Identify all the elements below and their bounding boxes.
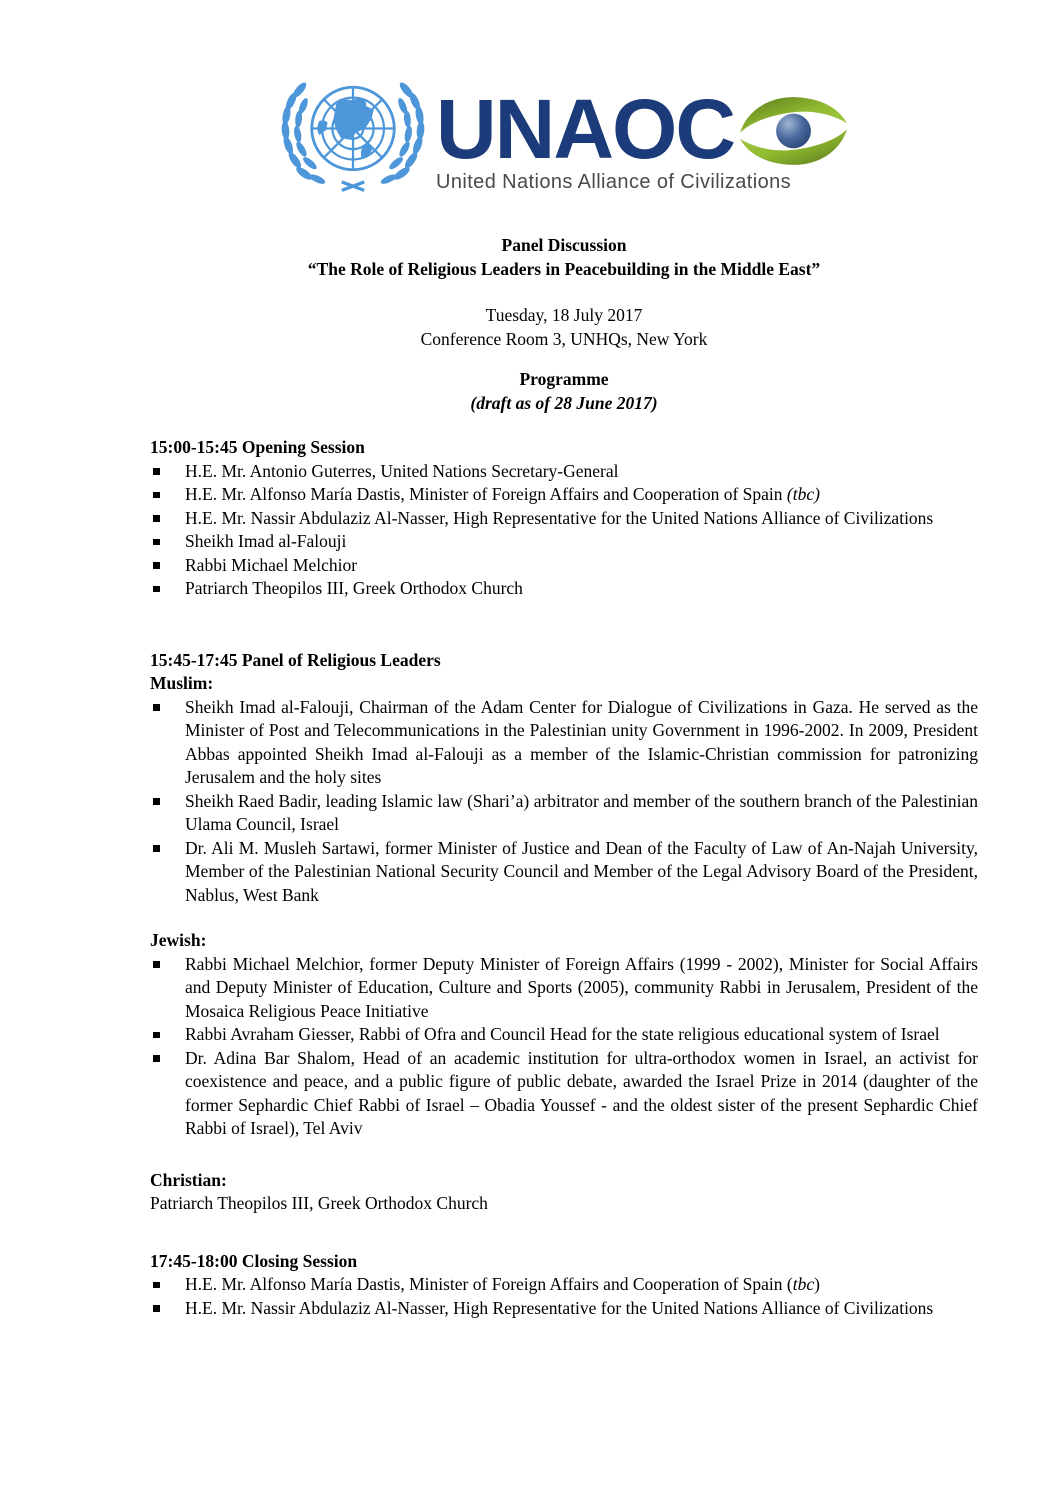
opening-session <box>150 436 978 601</box>
title-block <box>150 234 978 415</box>
square-bullet-icon <box>153 961 160 968</box>
list-item-text: H.E. Mr. Antonio Guterres, United Nations Secretary-General <box>185 460 619 481</box>
square-bullet-icon <box>153 492 160 499</box>
draft-note: (draft as of 28 June 2017) <box>470 392 658 413</box>
unaoc-swirl-icon <box>738 94 850 168</box>
square-bullet-icon <box>153 586 160 593</box>
muslim-speakers-list <box>150 696 978 908</box>
closing-session-heading: 17:45-18:00 Closing Session <box>150 1250 358 1271</box>
list-item-text: Dr. Ali M. Musleh Sartawi, former Minister of Justice and Dean of the Faculty of Law of An-Najah University, Member of the Palestinian National Security Council and Member of the Legal Advisory Board of the President, Nablus, West Bank <box>185 837 978 905</box>
doc-subtitle: “The Role of Religious Leaders in Peacebuilding in the Middle East” <box>307 258 821 279</box>
square-bullet-icon <box>153 468 160 475</box>
list-item-text: Sheikh Imad al-Falouji, Chairman of the Adam Center for Dialogue of Civilizations in Gaza. He served as the Minister of Post and Telecommunications in the Palestinian unity Government in 1996-2002. In 2009, President Abbas appointed Sheikh Imad al-Falouji as a member of the Islamic-Christian commission for patronizing Jerusalem and the holy sites <box>185 696 978 787</box>
list-item <box>150 1273 978 1297</box>
event-venue: Conference Room 3, UNHQs, New York <box>420 328 708 349</box>
list-item <box>150 696 978 790</box>
logo-acronym: UNAOC <box>436 82 734 177</box>
square-bullet-icon <box>153 1055 160 1062</box>
list-item <box>150 577 978 601</box>
closing-session <box>150 1250 978 1321</box>
list-item <box>150 483 978 507</box>
list-item-text: Sheikh Raed Badir, leading Islamic law (Shari’a) arbitrator and member of the southern branch of the Palestinian Ulama Council, Israel <box>185 790 978 834</box>
un-emblem-icon <box>278 72 428 200</box>
group-label-jewish: Jewish: <box>150 930 207 950</box>
square-bullet-icon <box>153 1305 160 1312</box>
christian-speaker-line: Patriarch Theopilos III, Greek Orthodox Church <box>150 1193 488 1213</box>
list-item-text: H.E. Mr. Nassir Abdulaziz Al-Nasser, High Representative for the United Nations Alliance of Civilizations <box>185 1297 934 1318</box>
square-bullet-icon <box>153 515 160 522</box>
square-bullet-icon <box>153 798 160 805</box>
opening-session-heading: 15:00-15:45 Opening Session <box>150 437 365 457</box>
list-item-text: H.E. Mr. Alfonso María Dastis, Minister of Foreign Affairs and Cooperation of Spain (tbc) <box>185 484 820 504</box>
opening-session-list <box>150 460 978 601</box>
list-item <box>150 460 978 484</box>
list-item <box>150 790 978 837</box>
list-item-text: Dr. Adina Bar Shalom, Head of an academic institution for ultra-orthodox women in Israel, an activist for coexistence and peace, and a public figure of public debate, awarded the Israel Prize in 2014 (daughter of the former Sephardic Chief Rabbi of Israel – Obadia Youssef - and the oldest sister of the present Sephardic Chief Rabbi of Israel), Tel Aviv <box>185 1047 978 1138</box>
list-item <box>150 1047 978 1141</box>
square-bullet-icon <box>153 562 160 569</box>
doc-title: Panel Discussion <box>501 235 627 255</box>
unaoc-logo <box>150 72 978 200</box>
event-date: Tuesday, 18 July 2017 <box>485 305 643 325</box>
logo-tagline: United Nations Alliance of Civilizations <box>436 171 792 193</box>
square-bullet-icon <box>153 539 160 546</box>
list-item-text: Rabbi Avraham Giesser, Rabbi of Ofra and Council Head for the state religious educational system of Israel <box>185 1024 940 1044</box>
list-item-text: Patriarch Theopilos III, Greek Orthodox Church <box>185 578 523 598</box>
square-bullet-icon <box>153 845 160 852</box>
group-label-muslim: Muslim: <box>150 673 214 693</box>
list-item <box>150 953 978 1024</box>
list-item-text: H.E. Mr. Alfonso María Dastis, Minister of Foreign Affairs and Cooperation of Spain (tbc) <box>185 1274 820 1294</box>
list-item <box>150 837 978 908</box>
list-item <box>150 1023 978 1047</box>
square-bullet-icon <box>153 704 160 711</box>
closing-session-list <box>150 1273 978 1320</box>
list-item-text: Rabbi Michael Melchior <box>185 554 358 575</box>
square-bullet-icon <box>153 1032 160 1039</box>
list-item-text: Sheikh Imad al-Falouji <box>185 531 347 551</box>
list-item <box>150 554 978 578</box>
logo-acronym-row <box>436 82 850 177</box>
programme-label: Programme <box>519 369 609 389</box>
logo-text-block <box>436 82 850 194</box>
list-item <box>150 1297 978 1321</box>
list-item-text: H.E. Mr. Nassir Abdulaziz Al-Nasser, High Representative for the United Nations Alliance of Civilizations <box>185 507 934 528</box>
square-bullet-icon <box>153 1282 160 1289</box>
list-item <box>150 530 978 554</box>
group-label-christian: Christian: <box>150 1169 227 1190</box>
panel-session-heading: 15:45-17:45 Panel of Religious Leaders <box>150 649 441 670</box>
jewish-speakers-list <box>150 953 978 1141</box>
list-item <box>150 507 978 531</box>
panel-session <box>150 649 978 1216</box>
list-item-text: Rabbi Michael Melchior, former Deputy Minister of Foreign Affairs (1999 - 2002), Minister for Social Affairs and Deputy Minister of Education, Culture and Sports (2005), community Rabbi in Jerusalem, President of the Mosaica Religious Peace Initiative <box>185 953 978 1021</box>
